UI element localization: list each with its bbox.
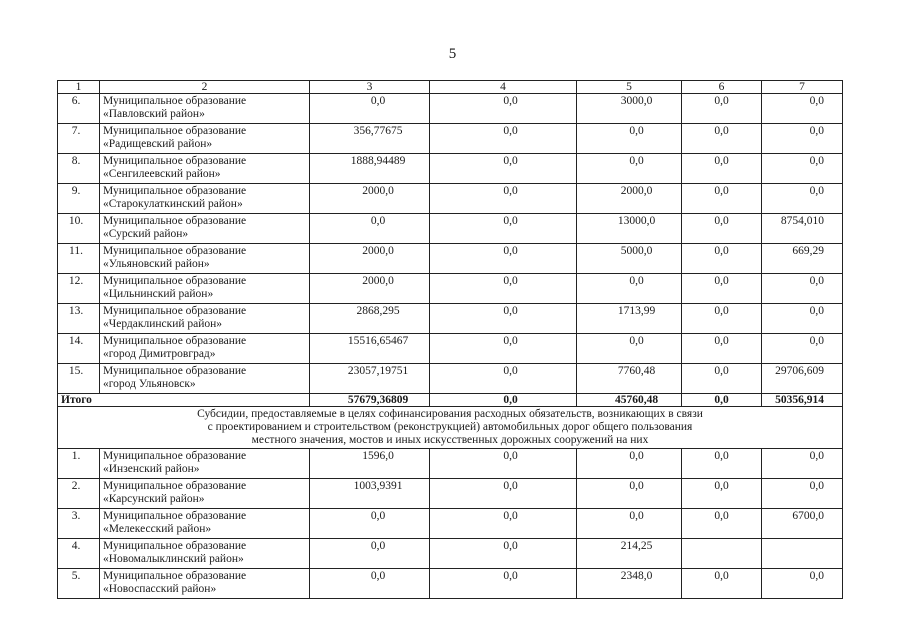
table-row: [58, 479, 843, 509]
value-col4: 0,0: [430, 94, 577, 124]
row-number: 6.: [58, 94, 100, 124]
value-col4: 0,0: [430, 304, 577, 334]
value-col6: 0,0: [682, 274, 762, 304]
value-col6: 0,0: [682, 364, 762, 394]
row-number: 13.: [58, 304, 100, 334]
row-name: [100, 184, 310, 214]
value-col5: 0,0: [577, 479, 682, 509]
value-col6: [682, 539, 762, 569]
section-heading-row: [58, 407, 843, 449]
total-c7: 50356,914: [762, 394, 843, 407]
row-name: [100, 94, 310, 124]
row-name-line1: Муниципальное образование: [103, 480, 247, 492]
value-col3: 0,0: [310, 509, 430, 539]
column-number: 6: [682, 81, 762, 94]
column-number: 5: [577, 81, 682, 94]
row-name-line1: Муниципальное образование: [103, 275, 247, 287]
value-col5: 0,0: [577, 334, 682, 364]
row-name: [100, 509, 310, 539]
column-number: 1: [58, 81, 100, 94]
row-number: 5.: [58, 569, 100, 599]
value-col5: 214,25: [577, 539, 682, 569]
row-name-line2: «Инзенский район»: [103, 463, 200, 475]
row-name-line2: «Цильнинский район»: [103, 288, 214, 300]
row-name-line1: Муниципальное образование: [103, 245, 247, 257]
value-col6: 0,0: [682, 94, 762, 124]
row-name: [100, 449, 310, 479]
row-name: [100, 244, 310, 274]
row-name-line1: Муниципальное образование: [103, 305, 247, 317]
value-col5: 0,0: [577, 509, 682, 539]
row-name-line1: Муниципальное образование: [103, 95, 247, 107]
value-col4: 0,0: [430, 509, 577, 539]
table-row: [58, 364, 843, 394]
column-number: 3: [310, 81, 430, 94]
value-col3: 15516,65467: [310, 334, 430, 364]
row-name-line1: Муниципальное образование: [103, 215, 247, 227]
value-col3: 23057,19751: [310, 364, 430, 394]
row-name-line2: «Радищевский район»: [103, 138, 213, 150]
table-row: [58, 124, 843, 154]
row-number: 4.: [58, 539, 100, 569]
value-col3: 0,0: [310, 94, 430, 124]
row-name: [100, 334, 310, 364]
row-number: 10.: [58, 214, 100, 244]
value-col3: 1888,94489: [310, 154, 430, 184]
total-c3: 57679,36809: [310, 394, 430, 407]
value-col4: 0,0: [430, 274, 577, 304]
value-col5: 3000,0: [577, 94, 682, 124]
value-col3: 1003,9391: [310, 479, 430, 509]
value-col3: 2868,295: [310, 304, 430, 334]
table-body: [58, 81, 843, 599]
value-col5: 2000,0: [577, 184, 682, 214]
table-row: [58, 274, 843, 304]
value-col4: 0,0: [430, 569, 577, 599]
row-name-line2: «Старокулаткинский район»: [103, 198, 243, 210]
value-col6: 0,0: [682, 334, 762, 364]
table-row: [58, 94, 843, 124]
row-number: 12.: [58, 274, 100, 304]
row-name: [100, 304, 310, 334]
value-col5: 0,0: [577, 449, 682, 479]
row-name: [100, 364, 310, 394]
row-name-line1: Муниципальное образование: [103, 125, 247, 137]
table-row: [58, 569, 843, 599]
value-col6: 0,0: [682, 569, 762, 599]
subsidy-table: [57, 80, 843, 599]
row-name-line2: «Ульяновский район»: [103, 258, 210, 270]
value-col4: 0,0: [430, 334, 577, 364]
row-number: 8.: [58, 154, 100, 184]
value-col4: 0,0: [430, 479, 577, 509]
row-name-line2: «Мелекесский район»: [103, 523, 212, 535]
value-col5: 13000,0: [577, 214, 682, 244]
value-col6: 0,0: [682, 124, 762, 154]
row-name-line2: «город Ульяновск»: [103, 378, 196, 390]
value-col7: 0,0: [762, 94, 843, 124]
row-name-line2: «Павловский район»: [103, 108, 205, 120]
value-col7: 6700,0: [762, 509, 843, 539]
row-name: [100, 214, 310, 244]
total-c4: 0,0: [430, 394, 577, 407]
value-col5: 0,0: [577, 124, 682, 154]
value-col7: [762, 539, 843, 569]
value-col5: 0,0: [577, 154, 682, 184]
value-col4: 0,0: [430, 214, 577, 244]
row-name-line2: «Чердаклинский район»: [103, 318, 223, 330]
row-number: 9.: [58, 184, 100, 214]
table-row: [58, 304, 843, 334]
row-name-line1: Муниципальное образование: [103, 510, 247, 522]
row-name-line1: Муниципальное образование: [103, 155, 247, 167]
row-number: 11.: [58, 244, 100, 274]
row-name-line1: Муниципальное образование: [103, 365, 247, 377]
row-number: 7.: [58, 124, 100, 154]
value-col3: 2000,0: [310, 184, 430, 214]
value-col7: 669,29: [762, 244, 843, 274]
value-col6: 0,0: [682, 154, 762, 184]
value-col7: 0,0: [762, 124, 843, 154]
value-col6: 0,0: [682, 214, 762, 244]
column-number: 7: [762, 81, 843, 94]
value-col4: 0,0: [430, 184, 577, 214]
value-col3: 356,77675: [310, 124, 430, 154]
section-heading-line3: местного значения, мостов и иных искусственных дорожных сооружений на них: [251, 434, 649, 446]
total-c6: 0,0: [682, 394, 762, 407]
value-col3: 0,0: [310, 539, 430, 569]
value-col7: 29706,609: [762, 364, 843, 394]
row-name-line2: «Новоспасский район»: [103, 583, 217, 595]
value-col5: 5000,0: [577, 244, 682, 274]
section-heading-line2: с проектированием и строительством (реконструкцией) автомобильных дорог общего пользования: [207, 421, 693, 433]
value-col4: 0,0: [430, 244, 577, 274]
row-number: 3.: [58, 509, 100, 539]
row-number: 15.: [58, 364, 100, 394]
row-name-line1: Муниципальное образование: [103, 570, 247, 582]
value-col4: 0,0: [430, 154, 577, 184]
row-name-line2: «город Димитровград»: [103, 348, 216, 360]
value-col7: 0,0: [762, 334, 843, 364]
section-heading-line1: Субсидии, предоставляемые в целях софинансирования расходных обязательств, возникающих в связи: [197, 408, 703, 420]
value-col4: 0,0: [430, 539, 577, 569]
column-number: 2: [100, 81, 310, 94]
value-col7: 0,0: [762, 569, 843, 599]
value-col7: 0,0: [762, 154, 843, 184]
row-number: 2.: [58, 479, 100, 509]
row-name-line1: Муниципальное образование: [103, 540, 247, 552]
value-col6: 0,0: [682, 479, 762, 509]
value-col4: 0,0: [430, 364, 577, 394]
value-col4: 0,0: [430, 124, 577, 154]
value-col3: 0,0: [310, 569, 430, 599]
value-col7: 8754,010: [762, 214, 843, 244]
row-name-line2: «Новомалыклинский район»: [103, 553, 244, 565]
value-col4: 0,0: [430, 449, 577, 479]
value-col6: 0,0: [682, 509, 762, 539]
total-row: [58, 394, 843, 407]
table-row: [58, 539, 843, 569]
column-number: 4: [430, 81, 577, 94]
row-name: [100, 479, 310, 509]
row-name-line1: Муниципальное образование: [103, 335, 247, 347]
value-col7: 0,0: [762, 274, 843, 304]
table-row: [58, 244, 843, 274]
value-col3: 2000,0: [310, 244, 430, 274]
row-name: [100, 124, 310, 154]
table-row: [58, 449, 843, 479]
section-heading: [58, 407, 843, 449]
row-number: 14.: [58, 334, 100, 364]
value-col7: 0,0: [762, 449, 843, 479]
value-col7: 0,0: [762, 479, 843, 509]
table-row: [58, 214, 843, 244]
value-col5: 1713,99: [577, 304, 682, 334]
column-number-row: [58, 81, 843, 94]
value-col5: 7760,48: [577, 364, 682, 394]
value-col3: 2000,0: [310, 274, 430, 304]
value-col6: 0,0: [682, 244, 762, 274]
value-col7: 0,0: [762, 184, 843, 214]
row-name: [100, 154, 310, 184]
value-col6: 0,0: [682, 184, 762, 214]
value-col5: 2348,0: [577, 569, 682, 599]
row-name-line2: «Карсунский район»: [103, 493, 205, 505]
row-name-line2: «Сенгилеевский район»: [103, 168, 221, 180]
row-number: 1.: [58, 449, 100, 479]
value-col5: 0,0: [577, 274, 682, 304]
row-name: [100, 569, 310, 599]
table-row: [58, 154, 843, 184]
total-label: Итого: [58, 394, 310, 407]
table-row: [58, 334, 843, 364]
value-col7: 0,0: [762, 304, 843, 334]
row-name-line2: «Сурский район»: [103, 228, 189, 240]
page-number: 5: [448, 46, 457, 62]
total-c5: 45760,48: [577, 394, 682, 407]
value-col3: 1596,0: [310, 449, 430, 479]
row-name-line1: Муниципальное образование: [103, 450, 247, 462]
row-name: [100, 274, 310, 304]
row-name-line1: Муниципальное образование: [103, 185, 247, 197]
table-row: [58, 184, 843, 214]
value-col6: 0,0: [682, 304, 762, 334]
table-row: [58, 509, 843, 539]
value-col6: 0,0: [682, 449, 762, 479]
row-name: [100, 539, 310, 569]
value-col3: 0,0: [310, 214, 430, 244]
